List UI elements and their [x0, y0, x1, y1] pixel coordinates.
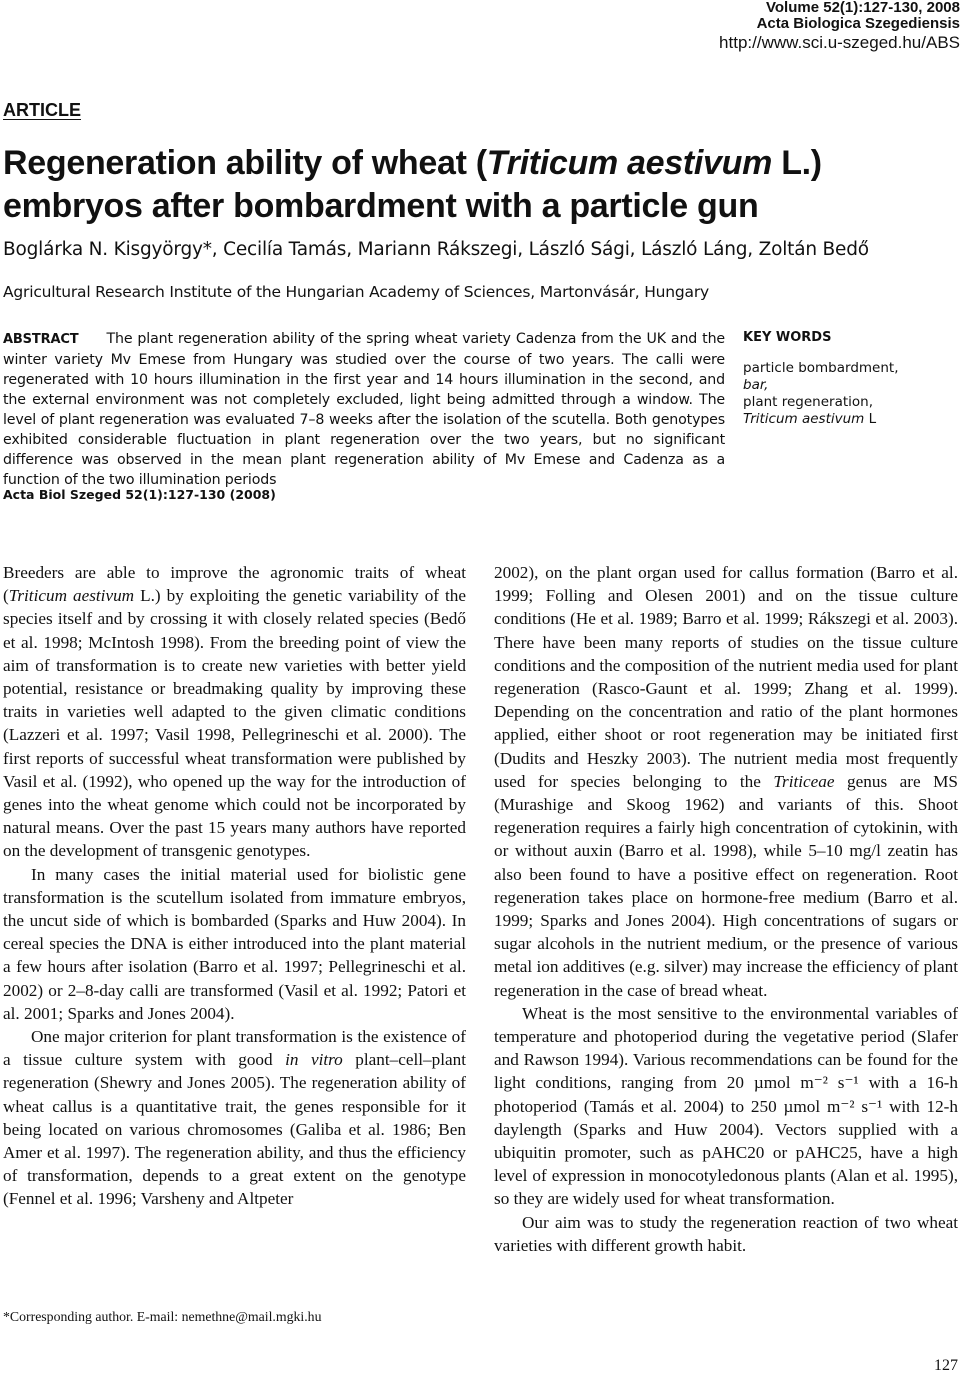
text-run: Breeders are able to improve the agronomic traits of wheat (	[3, 563, 466, 606]
keyword-species: Triticum aestivum	[743, 411, 865, 427]
abstract-text: The plant regeneration ability of the spring wheat variety Cadenza from the UK and the winter variety Mv Emese from Hungary was studied over the course of two years. The calli were regenerated with 10 hours illumination in the first year and 14 hours illumination in the second, and the external environment was not completely excluded, light being admitted through a window. The level of plant regeneration was evaluated 7–8 weeks after the isolation of the scutella. Both genotypes exhibited considerable fluctuation in plant regeneration over the two years, but no significant difference was observed in the mean plant regeneration ability of Mv Emese and Cadenza as a function of the two illumination periods	[3, 331, 725, 488]
body-paragraph: In many cases the initial material used for biolistic gene transformation is the scutellum isolated from immature embryos, the uncut side of which is bombarded (Sparks and Huw 2004). In cereal species the DNA is either introduced into the plant material a few hours after isolation (Barro et al. 1997; Pellegrineschi et al. 2002) or 2–8-day calli are transformed (Vasil et al. 1992; Patori et al. 2001; Sparks and Jones 2004).	[3, 864, 466, 1023]
article-type-label: ARTICLE	[3, 100, 81, 120]
text-run: L.) by exploiting the genetic variability of the species itself and by crossing it with closely related species (Bedő et al. 1998; McIntosh 1998). From the breeding point of view the aim of transformation is to create new varieties with better yield potential, resistance or breadmaking quality by improving these traits in varieties well adapted to the given climatic conditions (Lazzeri et al. 1997; Vasil 1998, Pellegrineschi et al. 2000). The first reports of successful wheat transformation were published by Vasil et al. (1992), who opened up the way for the introduction of genes into the wheat genome which could not be incorporated by natural means. Over the past 15 years many authors have reported on the development of transgenic genotypes.	[3, 586, 467, 861]
body-paragraph	[3, 561, 466, 863]
title-species: Triticum aestivum	[486, 144, 773, 182]
paper-title	[3, 142, 960, 228]
body-column-right	[494, 561, 958, 1257]
abstract	[3, 329, 725, 490]
keyword: plant regeneration,	[743, 394, 874, 410]
keyword-suffix: L	[864, 411, 877, 427]
keyword	[743, 411, 948, 428]
journal-citation: Acta Biol Szeged 52(1):127-130 (2008)	[3, 487, 276, 502]
keywords-box	[743, 330, 948, 428]
journal-name: Acta Biologica Szegediensis	[756, 15, 960, 32]
italic-term: in vitro	[285, 1050, 343, 1070]
text-run: 2002), on the plant organ used for callus formation (Barro et al. 1999; Folling and Olesen 2001) and on the tissue culture conditions (He et al. 1989; Barro et al. 1999; Rákszegi et al. 2003). There have been many reports of studies on the tissue culture conditions and the composition of the nutrient media used for plant regeneration (Rasco-Gaunt et al. 1999; Zhang et al. 1999). Depending on the concentration and ratio of the plant hormones applied, either shoot or root regeneration may be initiated first (Dudits and Heszky 2003). The nutrient media most frequently used for species belonging to the	[494, 563, 958, 791]
journal-volume: Volume 52(1):127-130, 2008	[766, 0, 960, 16]
species-name: Triticum aestivum	[8, 586, 135, 606]
body-paragraph	[3, 1025, 466, 1211]
keyword: particle bombardment,	[743, 360, 899, 376]
text-run: One major criterion for plant transformation is the existence of a tissue culture system with good	[3, 1027, 466, 1070]
corresponding-author-footnote: *Corresponding author. E-mail: nemethne@mail.mgki.hu	[3, 1309, 322, 1324]
text-run: plant–cell–plant regeneration (Shewry and Jones 2005). The regeneration ability of wheat callus is a quantitative trait, the genes responsible for it being located on various chromosomes (Galiba et al. 1986; Ben Amer et al. 1997). The regeneration ability, and thus the efficiency of transformation, depends to a great extent on the genotype (Fennel et al. 1996; Varsheny and Altpeter	[3, 1050, 466, 1209]
journal-url[interactable]: http://www.sci.u-szeged.hu/ABS	[719, 33, 960, 52]
author-list: Boglárka N. Kisgyörgy*, Cecilía Tamás, Mariann Rákszegi, László Sági, László Láng, Zoltán Bedő	[3, 239, 869, 260]
abstract-heading: ABSTRACT	[3, 332, 79, 347]
italic-term: Triticeae	[773, 771, 835, 791]
body-paragraph	[494, 561, 958, 1002]
keyword: bar,	[743, 377, 769, 393]
title-part-2: L.) embryos after bombardment with a particle gun	[3, 144, 822, 225]
body-paragraph: Wheat is the most sensitive to the environmental variables of temperature and photoperiod during the vegetative period (Slafer and Rawson 1994). Various recommendations can be found for the light conditions, ranging from 20 µmol m⁻² s⁻¹ with a 16-h photoperiod (Tamás et al. 2004) to 250 µmol m⁻² s⁻¹ with 12-h daylength (Sparks and Huw 2004). Vectors supplied with a ubiquitin promoter, such as pAHC20 or pAHC25, have a high level of expression in monocotyledonous plants (Alan et al. 1995), so they are widely used for wheat transformation.	[494, 1003, 958, 1209]
affiliation: Agricultural Research Institute of the Hungarian Academy of Sciences, Martonvásár, Hungary	[3, 283, 709, 301]
body-paragraph: Our aim was to study the regeneration reaction of two wheat varieties with different growth habit.	[494, 1212, 958, 1255]
title-part-1: Regeneration ability of wheat (	[3, 144, 487, 182]
journal-header	[560, 0, 960, 54]
text-run: genus are MS (Murashige and Skoog 1962) and variants of this. Shoot regeneration requires a fairly high concentration of cytokinin, with or without auxin (Barro et al. 1998), while 5–10 mg/l zeatin has also been found to have a positive effect on regeneration. Root regeneration takes place on hormone-free medium (Barro et al. 1999; Sparks and Jones 2004). High concentrations of sugars or sugar alcohols in the nutrient medium, or the presence of various metal ion additives (e.g. silver) may increase the efficiency of plant regeneration in the case of bread wheat.	[494, 771, 958, 1000]
body-column-left	[3, 561, 466, 1211]
keywords-heading: KEY WORDS	[743, 330, 832, 345]
page-number: 127	[934, 1357, 958, 1374]
